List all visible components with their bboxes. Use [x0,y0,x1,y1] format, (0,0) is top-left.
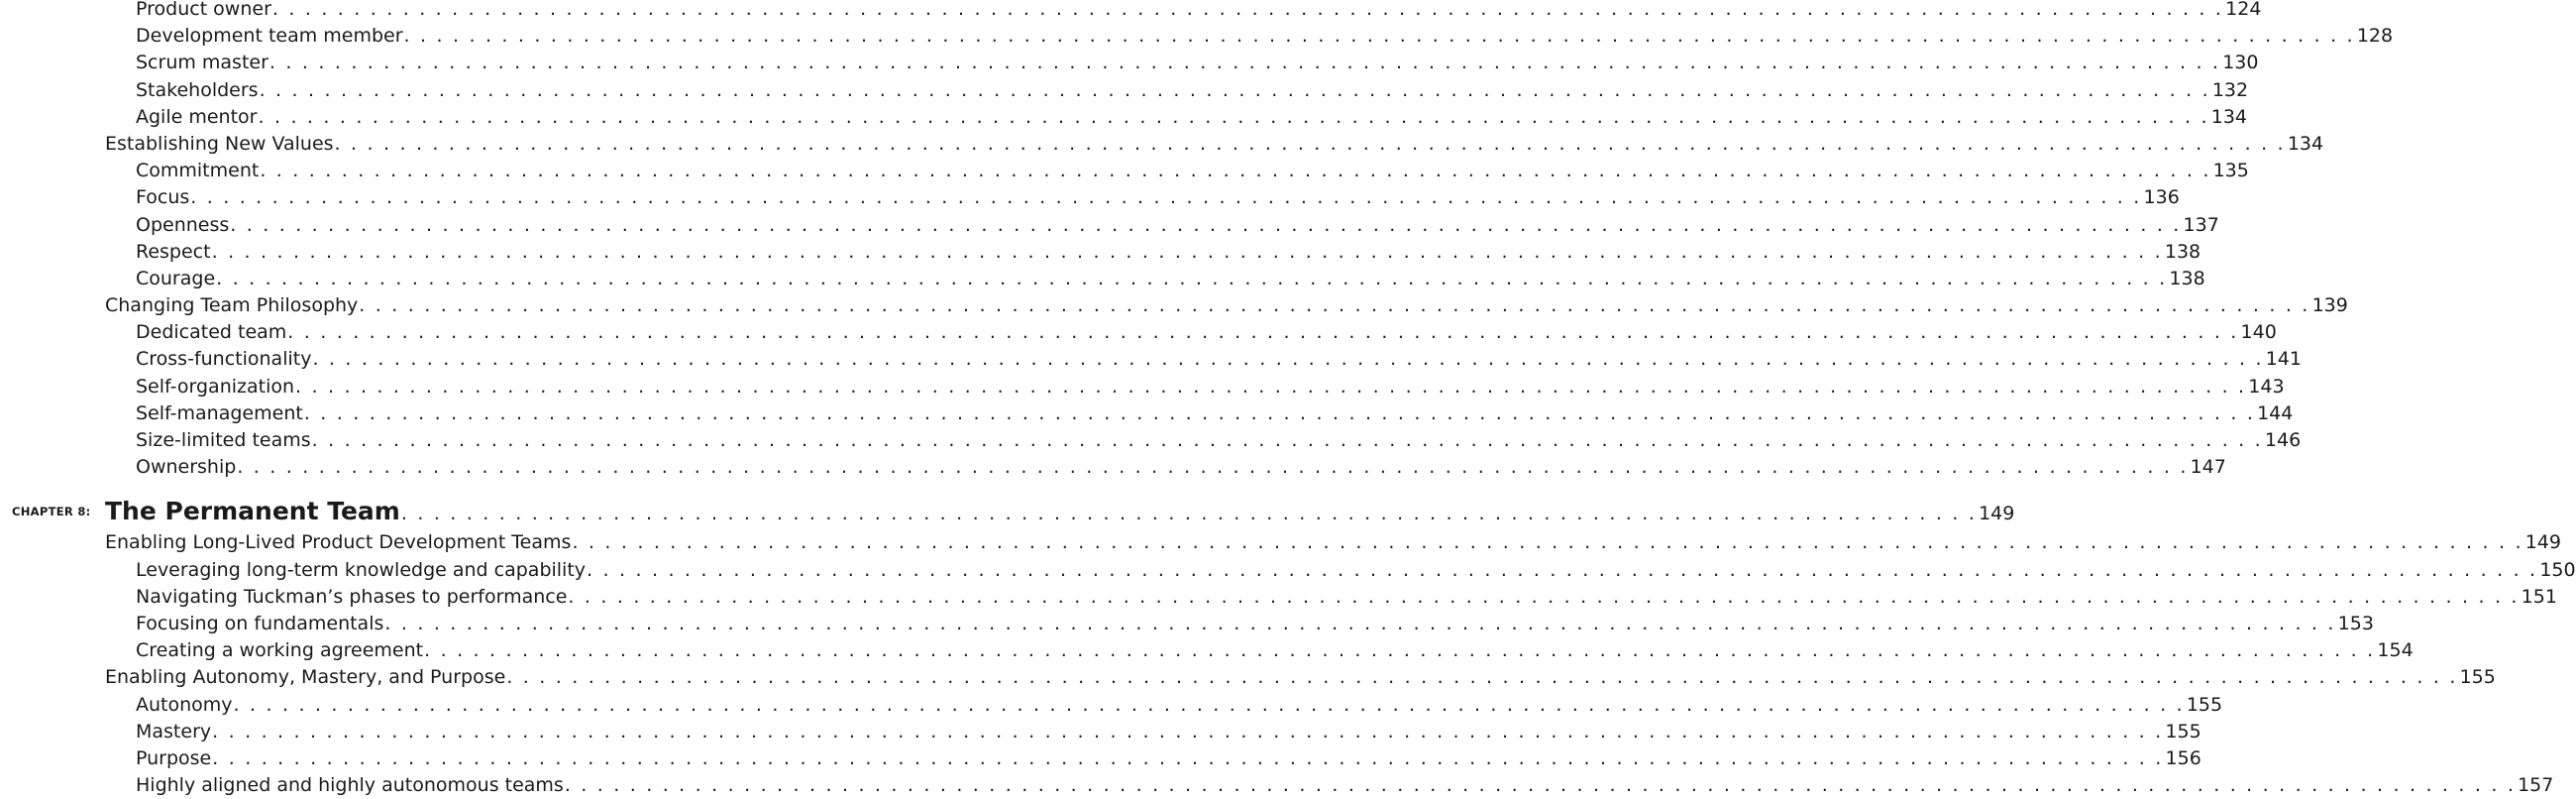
toc-entry[interactable] [0,664,2496,691]
chapter-title: The Permanent Team [105,497,400,526]
toc-entry[interactable] [0,0,2262,23]
toc-entry[interactable] [0,77,2249,104]
toc-entry-title: Highly aligned and highly autonomous teams [136,774,564,797]
dot-leader: . . . . . . . . . . . . . . . . . . . . . . . . . . . . . . . . . . . . . . . . . . . . . . . . . . . . . . . . . . . . . . . . . . . . . . . . . . . . . . . . . . . . . . . . . . . . . . . . . . . . . . . . . . . . . . . . . . . . . . . . [568,585,2520,608]
toc-entry-page-number: 132 [2211,78,2249,101]
toc-entry-page-number: 137 [2183,213,2219,236]
dot-leader: . . . . . . . . . . . . . . . . . . . . . . . . . . . . . . . . . . . . . . . . . . . . . . . . . . . . . . . . . . . . . . . . . . . . . . . . . . . . . . . . . . . . . . . . . . . . . . . . . . . . . . . . . . . . . . . . . . . . . . . . [212,746,2164,769]
dot-leader: . . . . . . . . . . . . . . . . . . . . . . . . . . . . . . . . . . . . . . . . . . . . . . . . . . . . . . . . . . . . . . . . . . . . . . . . . . . . . . . . . . . . . . . . . . . . . . . . . . . . . . . . . . . . . . . . . . . . . . . . [258,105,2209,128]
dot-leader: . . . . . . . . . . . . . . . . . . . . . . . . . . . . . . . . . . . . . . . . . . . . . . . . . . . . . . . . . . . . . . . . . . . . . . . . . . . . . . . . . . . . . . . . . . . . . . . . . . . . . . . . . . . . . . . . . . . . . . . . [334,132,2286,155]
toc-entry-title: Commitment [136,160,260,182]
toc-entry-title: Creating a working agreement [136,639,424,662]
toc-entry-page-number: 134 [2210,105,2248,128]
toc-entry[interactable] [0,427,2302,454]
dot-leader: . . . . . . . . . . . . . . . . . . . . . . . . . . . . . . . . . . . . . . . . . . . . . . . . . . . . . . . . . . . . . . . . . . . . . . . . . . . . . . . . . . . . . . . . . . . . . . . . . . . . . . . . . . . . . . . . . . . . . . . . [311,429,2263,451]
toc-entry[interactable] [0,374,2285,400]
dot-leader: . . . . . . . . . . . . . . . . . . . . . . . . . . . . . . . . . . . . . . . . . . . . . . . . . . . . . . . . . . . . . . . . . . . . . . . . . . . . . . . . . . . . . . . . . . . . . . . . . . . . . . . . . . . . . . . . . . . . . . . . [312,348,2264,371]
toc-section-list [0,529,2576,799]
dot-leader: . . . . . . . . . . . . . . . . . . . . . . . . . . . . . . . . . . . . . . . . . . . . . . . . . . . . . . . . . . . . . . . . . . . . . . . . . . . . . . . . . . . . . . . . . . . . . . . . . . . . . . . . . . . . . . . . . . . . . . . . [259,78,2210,101]
toc-entry-title: Development team member [136,25,403,48]
toc-entry-page-number: 147 [2190,456,2226,479]
toc-entry-title: Product owner [136,0,271,20]
dot-leader: . . . . . . . . . . . . . . . . . . . . . . . . . . . . . . . . . . . . . . . . . . . . . . . . . . . . . . . . . . . . . . . . . . . . . . . . . . . . . . . . . . . . . . . . . . . . . . . . . . . . . . . . . . . . . . . . . . . . . . . . [303,401,2256,424]
toc-entry-page-number: 144 [2257,401,2294,424]
toc-entry-page-number: 136 [2143,186,2180,209]
toc-entry[interactable] [0,584,2557,611]
toc-entry-title: Navigating Tuckman’s phases to performance [136,585,568,608]
dot-leader: . . . . . . . . . . . . . . . . . . . . . . . . . . . . . . . . . . . . . . . . . . . . . . . . . . . . . . . . . . . . . . . . . . . . . . . . . . . . . . . . . . . . . . . . . . . . . . . . . . . . . . . . . . . . . . . . . . . . . . . . [233,693,2185,716]
toc-entry-page-number: 155 [2165,720,2201,742]
toc-entry-title: Enabling Long-Lived Product Development Teams [105,531,572,554]
toc-entry-page-number: 139 [2311,294,2348,317]
chapter-heading[interactable] [0,497,2015,526]
toc-entry[interactable] [0,212,2219,239]
toc-entry-title: Mastery [136,720,212,742]
dot-leader: . . . . . . . . . . . . . . . . . . . . . . . . . . . . . . . . . . . . . . . . . . . . . . . . . . . . . . . . . . . . . . . . . . . . . . . . . . . . . . . . . . . . . . . . . . . . . . . . . . . . . . . . . . . . . . . . . . . . . . . . [190,186,2142,209]
toc-entry-title: Scrum master [136,52,268,74]
toc-entry[interactable] [0,292,2348,319]
toc-entry-page-number: 150 [2539,558,2576,581]
toc-entry-title: Enabling Autonomy, Mastery, and Purpose [105,666,506,689]
toc-entry[interactable] [0,637,2414,664]
toc-entry-page-number: 155 [2186,693,2223,716]
toc-entry-title: Focus [136,186,190,209]
dot-leader: . . . . . . . . . . . . . . . . . . . . . . . . . . . . . . . . . . . . . . . . . . . . . . . . . . . . . . . . . . . . . . . . . . . . . . . . . . . . . . . . . . . . . . . . . . . . . . . . . . . . . . . . . . . . . . . . . . . . . . . . [230,213,2182,236]
dot-leader: . . . . . . . . . . . . . . . . . . . . . . . . . . . . . . . . . . . . . . . . . . . . . . . . . . . . . . . . . . . . . . . . . . . . . . . . . . . . . . . . . . . . . . . . . . . . . . . . . . . . . . . . . . . . . . . . . . . . . . . . [572,531,2523,554]
dot-leader: . . . . . . . . . . . . . . . . . . . . . . . . . . . . . . . . . . . . . . . . . . . . . . . . . . . . . . . . . . . . . . . . . . . . . . . . . . . . . . . . . . . . . . . . . . . . . . . . . . . . . . . . . . . . . . . . . . . . . . . . [271,0,2224,20]
toc-entry[interactable] [0,772,2554,799]
toc-entry[interactable] [0,239,2201,266]
dot-leader: . . . . . . . . . . . . . . . . . . . . . . . . . . . . . . . . . . . . . . . . . . . . . . . . . . . . . . . . . . . . . . . . . . . . . . . . . . . . . . . . . . . . . . . . . . . . . . . . . . . . . . . . . . . . . . . . . . . . . . . . [403,25,2355,48]
dot-leader: . . . . . . . . . . . . . . . . . . . . . . . . . . . . . . . . . . . . . . . . . . . . . . . . . . . . . . . . . . . . . . . . . . . . . . . . . . . . . . . . . . . . . . . . . . . . . . . . . . . . . . . . . . . . . . . . . . . . . . . . [424,639,2376,662]
toc-entry-page-number: 135 [2212,160,2249,182]
toc-entry-page-number: 153 [2337,612,2374,634]
toc-entry[interactable] [0,745,2201,772]
chapter-page-number: 149 [1979,503,2015,525]
toc-entry[interactable] [0,158,2249,184]
toc-entry-title: Openness [136,213,230,236]
toc-entry-title: Size-limited teams [136,429,311,451]
toc-entry-title: Stakeholders [136,78,259,101]
toc-entry-page-number: 128 [2356,25,2394,48]
dot-leader: . . . . . . . . . . . . . . . . . . . . . . . . . . . . . . . . . . . . . . . . . . . . . . . . . . . . . . . . . . . . . . . . . . . . . . . . . . . . . . . . . . . . . . . . . . . . . . . . . . . . . . . . . . . . . . . . . . . . . . . . [506,666,2458,689]
toc-entry-title: Establishing New Values [105,132,334,155]
dot-leader: . . . . . . . . . . . . . . . . . . . . . . . . . . . . . . . . . . . . . . . . . . . . . . . . . . . . . . . . . . . . . . . . . . . . . . . . . . . . . . . . . . . . . . . . . . . . . . . . . . . . . . . . . . . . . . . . . . . . . . . . [384,612,2336,634]
dot-leader: . . . . . . . . . . . . . . . . . . . . . . . . . . . . . . . . . . . . . . . . . . . . . . . . . . . . . . . . . . . . . . . . . . . . . . . . . . . . . . . . . . . . . . . . . . . . . . . . . . . . . . . . . . . . . . . . . . . . . . . . [260,160,2211,182]
toc-entry[interactable] [0,104,2248,131]
toc-entry[interactable] [0,131,2324,158]
chapter-number-label: CHAPTER 8: [12,505,91,519]
toc-entry-page-number: 155 [2459,666,2496,689]
toc-entry-page-number: 143 [2248,375,2285,398]
toc-entry-page-number: 146 [2264,429,2302,451]
toc-entry-title: Focusing on fundamentals [136,612,384,634]
toc-entry-title: Purpose [136,746,212,769]
dot-leader: . . . . . . . . . . . . . . . . . . . . . . . . . . . . . . . . . . . . . . . . . . . . . . . . . . . . . . . . . . . . . . . . . . . . . . . . . . . . . . . . . . . . . . . . . . . . . . . . . . . . . . . . . . . . . . . . . . . . . . . . [237,456,2189,479]
toc-entry-title: Changing Team Philosophy [105,294,359,317]
toc-entry-title: Self-organization [136,375,295,398]
toc-entry[interactable] [0,266,2205,292]
toc-entry-title: Self-management [136,401,303,424]
toc-entry-title: Ownership [136,456,237,479]
toc-entry-title: Respect [136,240,211,263]
toc-entry[interactable] [0,557,2576,584]
toc-entry-page-number: 149 [2524,531,2561,554]
toc-entry-title: Cross-functionality [136,348,312,371]
toc-entry[interactable] [0,346,2302,373]
dot-leader: . . . . . . . . . . . . . . . . . . . . . . . . . . . . . . . . . . . . . . . . . . . . . . . . . . . . . . . . . . . . . . . . . . . . . . . . . . . . . . . . . . . . . . . . . . . . . . . . . . . . . . . . . . . . . . . . . . . . . . . . [287,321,2239,344]
toc-entry-title: Agile mentor [136,105,258,128]
toc-entry-page-number: 138 [2169,267,2205,289]
toc-entry-page-number: 134 [2287,132,2324,155]
toc-entry-title: Autonomy [136,693,233,716]
toc-entry[interactable] [0,529,2561,556]
dot-leader: . . . . . . . . . . . . . . . . . . . . . . . . . . . . . . . . . . . . . . . . . . . . . . . . . . . . . . . . . . . . . . . . . . . . . . . . . . . . . . . . . . . . . . . . . . . . . . . . . . . . . . . . . . . . . . . . . . . . . . . . [564,774,2517,797]
dot-leader: . . . . . . . . . . . . . . . . . . . . . . . . . . . . . . . . . . . . . . . . . . . . . . . . . . . . . . . . . . . . . . . . . . . . . . . . . . . . . . . . . . . . . . . . . . . . . . . . . . . . . . . . . . . . . . . . . . . . . . . . [212,720,2164,742]
dot-leader: . . . . . . . . . . . . . . . . . . . . . . . . . . . . . . . . . . . . . . . . . . . . . . . . . . . . . . . . . . . . . . . . . . . . . . . . . . . . . . . . . . . . . . . . . . . . . . . . . . . . . . . . . . . . . . . . . . . . . . . . [211,240,2163,263]
toc-entry[interactable] [0,692,2223,719]
dot-leader: . . . . . . . . . . . . . . . . . . . . . . . . . . . . . . . . . . . . . . . . . . . . . . . . . . . . . . . . . . . . . . . . . . . . . . . . . . . . . . . . . . . . . . . . . . . . . . . . . . . . . . . . . . . . . . . . . . . . . . . . [216,267,2168,289]
toc-entry-page-number: 130 [2222,52,2259,74]
toc-entry-page-number: 140 [2240,321,2277,344]
toc-entry[interactable] [0,719,2201,745]
dot-leader: . . . . . . . . . . . . . . . . . . . . . . . . . . . . . . . . . . . . . . . . . . . . . . . . . . . . . . . . . . . . . . . . . . . . . . . . . . . . . . . . . . . . . . . . . . . . . . . . . . . . . . . . . . . . . . . . . . . . . . . . [359,294,2310,317]
toc-entry[interactable] [0,23,2394,50]
dot-leader: . . . . . . . . . . . . . . . . . . . . . . . . . . . . . . . . . . . . . . . . . . . . . . . . . . . . . . . . . . . . . . . . . . . . . . . . . . . . . . . . . . . . . . . . . . . . . . . . . . . . . . . . . . . . . . . . . . . . . . . . [268,52,2221,74]
dot-leader: . . . . . . . . . . . . . . . . . . . . . . . . . . . . . . . . . . . . . . . . . . . . . . . . . . . . . . . . . . . . . . . . . . . . . . . . . . . . . . . . . . . . . . . . . . . . . . . . . . . . . . . . . . . . . . . . . . . . . . . . [587,558,2538,581]
dot-leader: . . . . . . . . . . . . . . . . . . . . . . . . . . . . . . . . . . . . . . . . . . . . . . . . . . . . . . . . . . . . . . . . . . . . . . . . . . . . . . . . . . . . . . . . . . . . . . . . . [400,503,1978,525]
toc-entry[interactable] [0,319,2277,346]
toc-entry[interactable] [0,50,2259,76]
toc-entry-page-number: 138 [2164,240,2201,263]
toc-entry[interactable] [0,611,2374,637]
toc-entry-page-number: 156 [2165,746,2201,769]
toc-entry[interactable] [0,454,2226,481]
toc-entry-title: Dedicated team [136,321,287,344]
toc-entry-title: Leveraging long-term knowledge and capability [136,558,587,581]
toc-entry-page-number: 124 [2225,0,2262,20]
toc-entry[interactable] [0,400,2294,427]
toc-entry-page-number: 141 [2265,348,2302,371]
toc-entry-page-number: 151 [2521,585,2557,608]
toc-entry-title: Courage [136,267,216,289]
dot-leader: . . . . . . . . . . . . . . . . . . . . . . . . . . . . . . . . . . . . . . . . . . . . . . . . . . . . . . . . . . . . . . . . . . . . . . . . . . . . . . . . . . . . . . . . . . . . . . . . . . . . . . . . . . . . . . . . . . . . . . . . [295,375,2247,398]
toc-entry[interactable] [0,184,2180,211]
toc-entry-page-number: 154 [2377,639,2414,662]
toc-entry-page-number: 157 [2518,774,2554,797]
